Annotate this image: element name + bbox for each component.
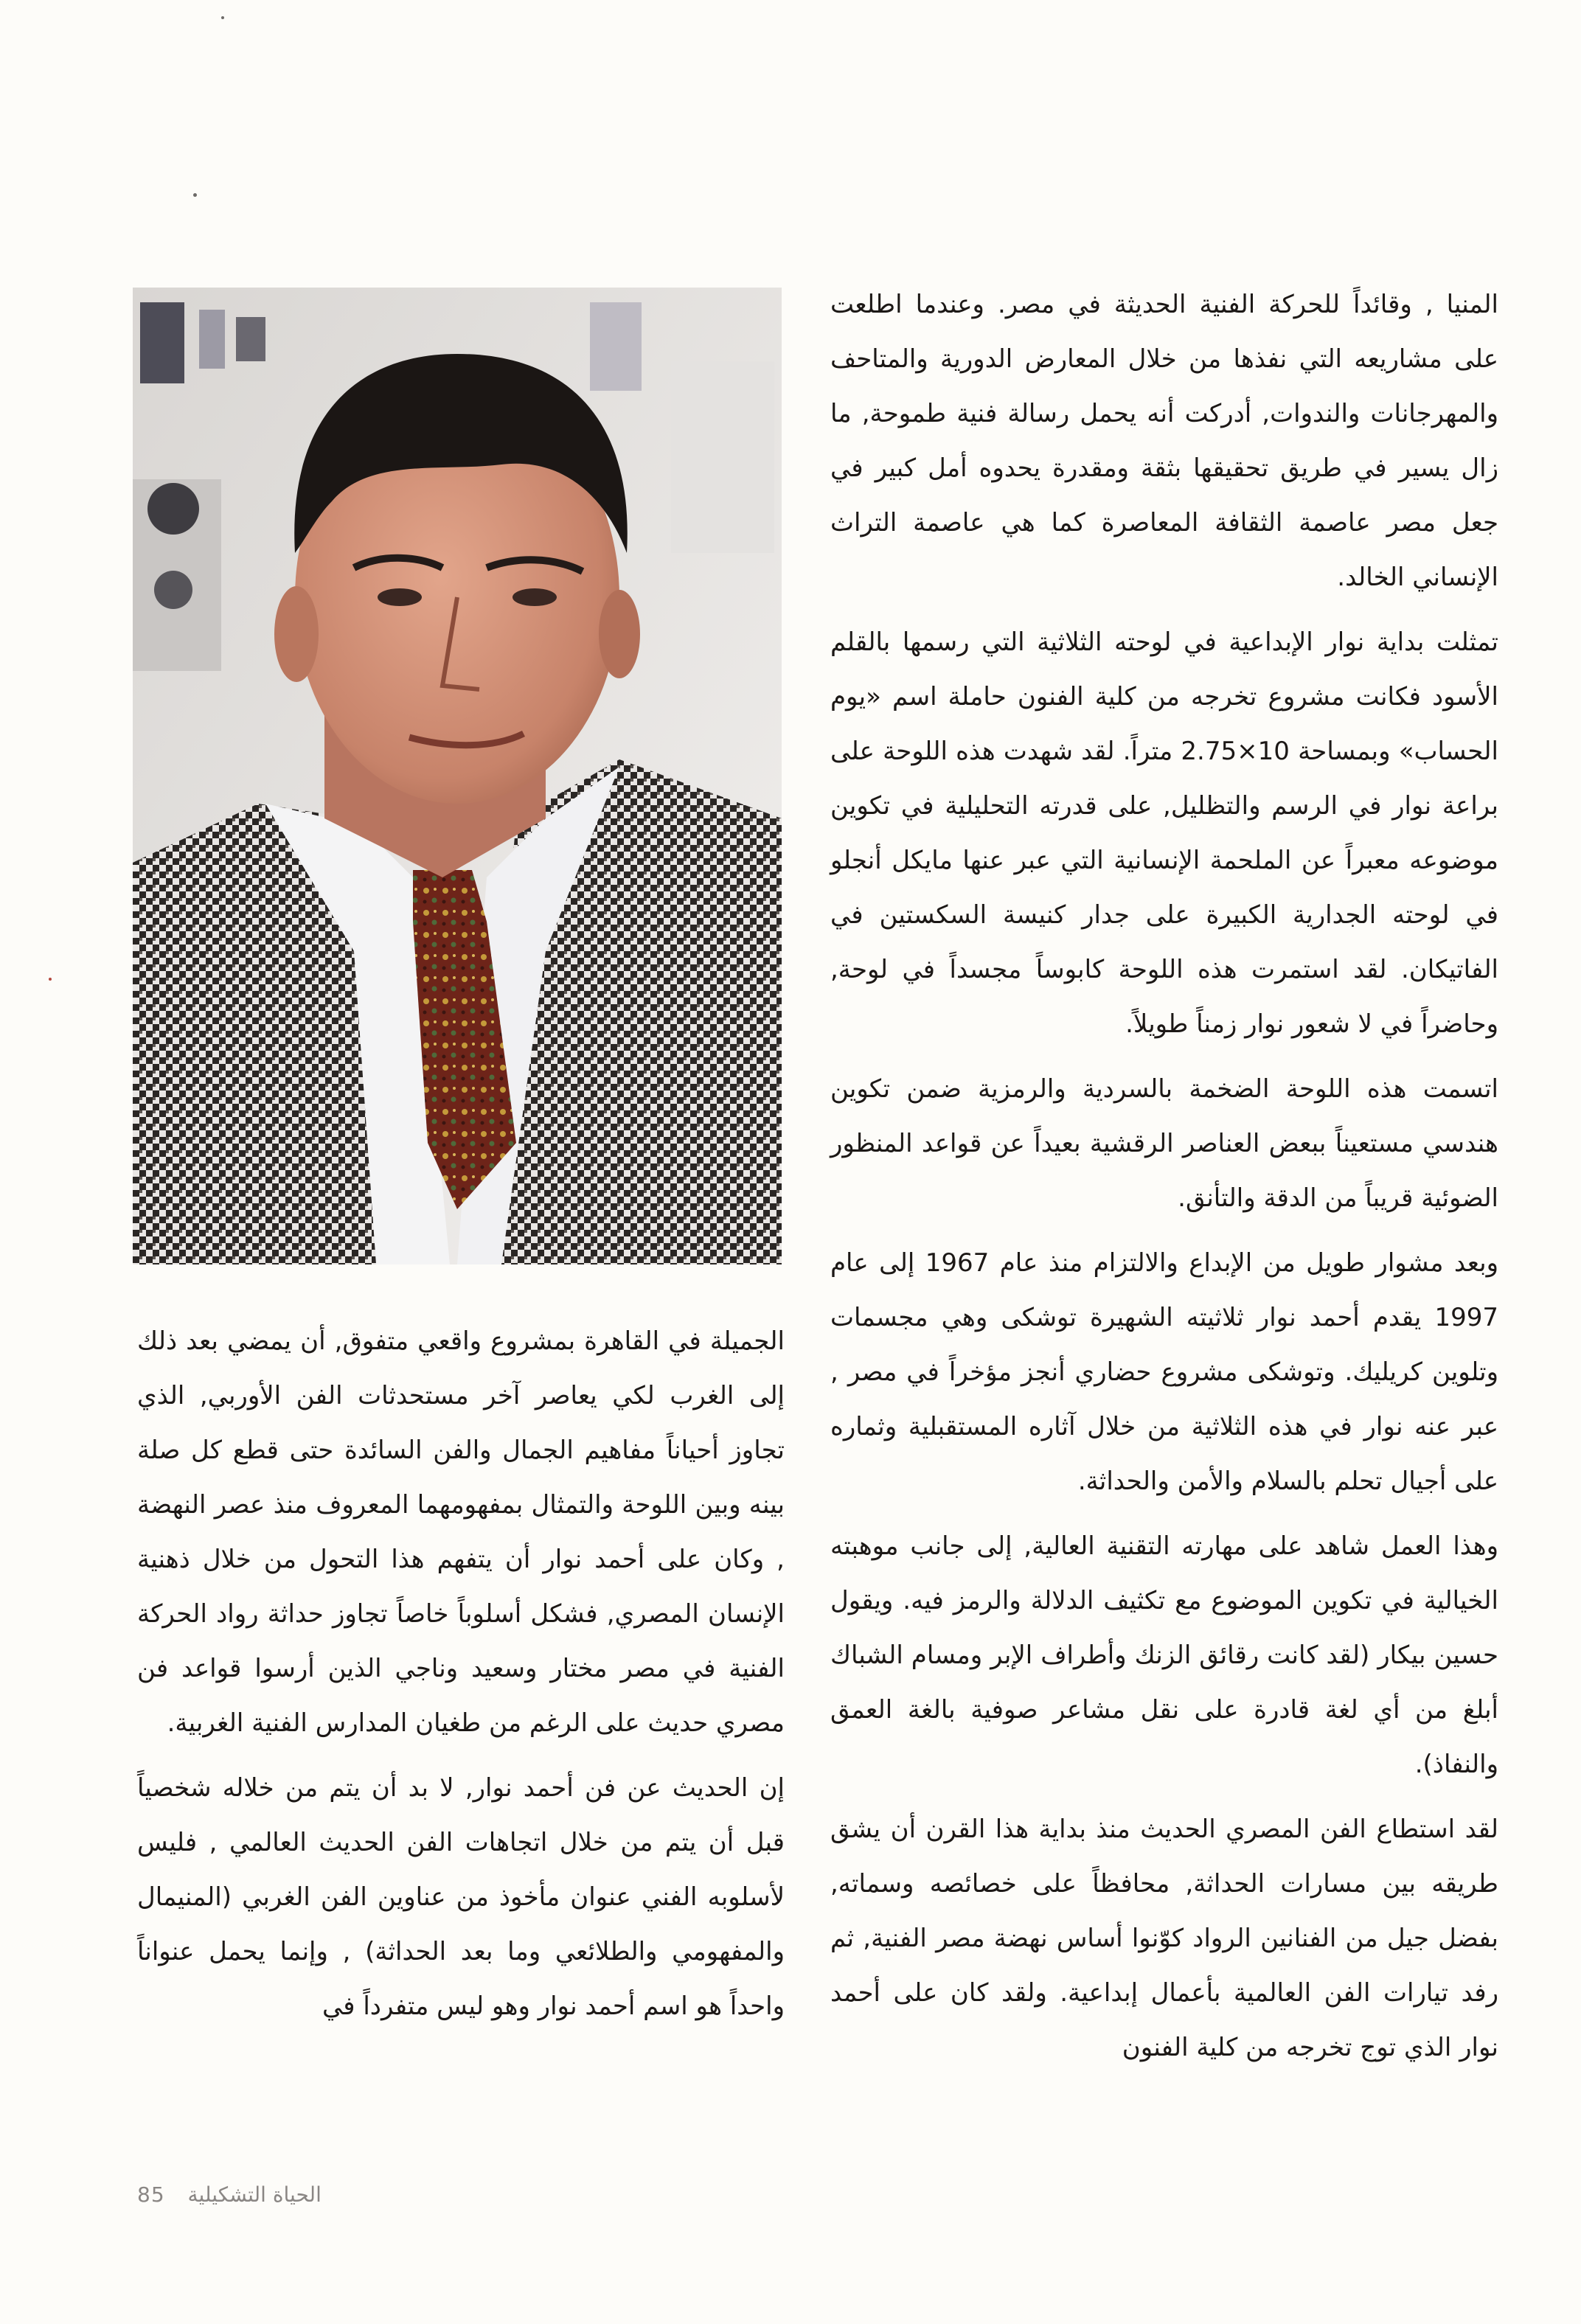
article-left-column [137,1314,785,2036]
paragraph-3: اتسمت هذه اللوحة الضخمة بالسردية والرمزية ضمن تكوين هندسي مستعيناً ببعض العناصر الرقشية بعيداً عن قواعد المنظور الضوئية قريباً من الدقة والتأنق. [830,1074,1498,1213]
paragraph-4: وبعد مشوار طويل من الإبداع والالتزام منذ عام 1967 إلى عام 1997 يقدم أحمد نوار ثلاثيته الشهيرة توشكى وهي مجسمات وتلوين كريليك. وتوشكى مشروع حضاري أنجز مؤخراً في مصر , عبر عنه نوار في هذه الثلاثية من خلال آثاره المستقبلية وثماره على أجيال تحلم بالسلام والأمن والحداثة. [830,1248,1498,1496]
article-right-column [830,277,1498,2062]
paragraph-6: لقد استطاع الفن المصري الحديث منذ بداية هذا القرن أن يشق طريقه بين مسارات الحداثة, محافظاً على خصائصه وسماته, بفضل جيل من الفنانين الرواد كوّنوا أساس نهضة مصر الفنية, ثم رفد تيارات الفن العالمية بأعمال إبداعية. ولقد كان على أحمد نوار الذي توج تخرجه من كلية الفنون [830,1815,1498,2062]
scan-speck [221,16,224,19]
paragraph-1: المنيا , وقائداً للحركة الفنية الحديثة في مصر. وعندما اطلعت على مشاريعه التي نفذها من خلال المعارض الدورية والمتاحف والمهرجانات والندوات, أدركت أنه يحمل رسالة فنية طموحة, ما زال يسير في طريق تحقيقها بثقة ومقدرة يحدوه أمل كبير في جعل مصر عاصمة الثقافة المعاصرة كما هي عاصمة التراث الإنساني الخالد. [830,290,1498,592]
paragraph-5: وهذا العمل شاهد على مهارته التقنية العالية, إلى جانب موهبته الخيالية في تكوين الموضوع مع تكثيف الدلالة والرمز فيه. ويقول حسين بيكار (لقد كانت رقائق الزنك وأطراف الإبر ومسام الشباك أبلغ من أي لغة قادرة على نقل مشاعر صوفية بالغة العمق والنفاذ). [830,1531,1498,1779]
paragraph-2: تمثلت بداية نوار الإبداعية في لوحته الثلاثية التي رسمها بالقلم الأسود فكانت مشروع تخرجه من كلية الفنون حاملة اسم «يوم الحساب» وبمساحة 10×2.75 متراً. لقد شهدت هذه اللوحة على براعة نوار في الرسم والتظليل, على قدرته التحليلية في تكوين موضوعه معبراً عن الملحمة الإنسانية التي عبر عنها مايكل أنجلو في لوحته الجدارية الكبيرة على جدار كنيسة السكستين في الفاتيكان. لقد استمرت هذه اللوحة كابوساً مجسداً في لوحة, وحاضراً في لا شعور نوار زمناً طويلاً. [830,627,1498,1039]
scan-speck [49,978,52,981]
scan-speck [193,193,197,197]
paragraph-8: إن الحديث عن فن أحمد نوار, لا بد أن يتم من خلاله شخصياً قبل أن يتم من خلال اتجاهات الفن الحديث العالمي , فليس لأسلوبه الفني عنوان مأخوذ من عناوين الفن الغربي (المنيمال والمفهومي والطلائعي وما بعد الحداثة) , وإنما يحمل عنواناً واحداً هو اسم أحمد نوار وهو ليس متفرداً في [137,1773,785,2021]
portrait-icon [133,288,782,1264]
paragraph-7: الجميلة في القاهرة بمشروع واقعي متفوق, أن يمضي بعد ذلك إلى الغرب لكي يعاصر آخر مستحدثات الفن الأوربي, الذي تجاوز أحياناً مفاهيم الجمال والفن السائدة حتى قطع كل صلة بينه وبين اللوحة والتمثال بمفهومهما المعروف منذ عصر النهضة , وكان على أحمد نوار أن يتفهم هذا التحول من خلال ذهنية الإنسان المصري, فشكل أسلوباً خاصاً تجاوز حداثة رواد الحركة الفنية في مصر مختار وسعيد وناجي الذين أرسوا قواعد فن مصري حديث على الرغم من طغيان المدارس الفنية الغربية. [137,1326,785,1738]
page-footer [137,2182,322,2215]
magazine-name: الحياة التشكيلية [187,2182,322,2207]
page-number: 85 [137,2182,165,2207]
portrait-photo [133,288,782,1264]
